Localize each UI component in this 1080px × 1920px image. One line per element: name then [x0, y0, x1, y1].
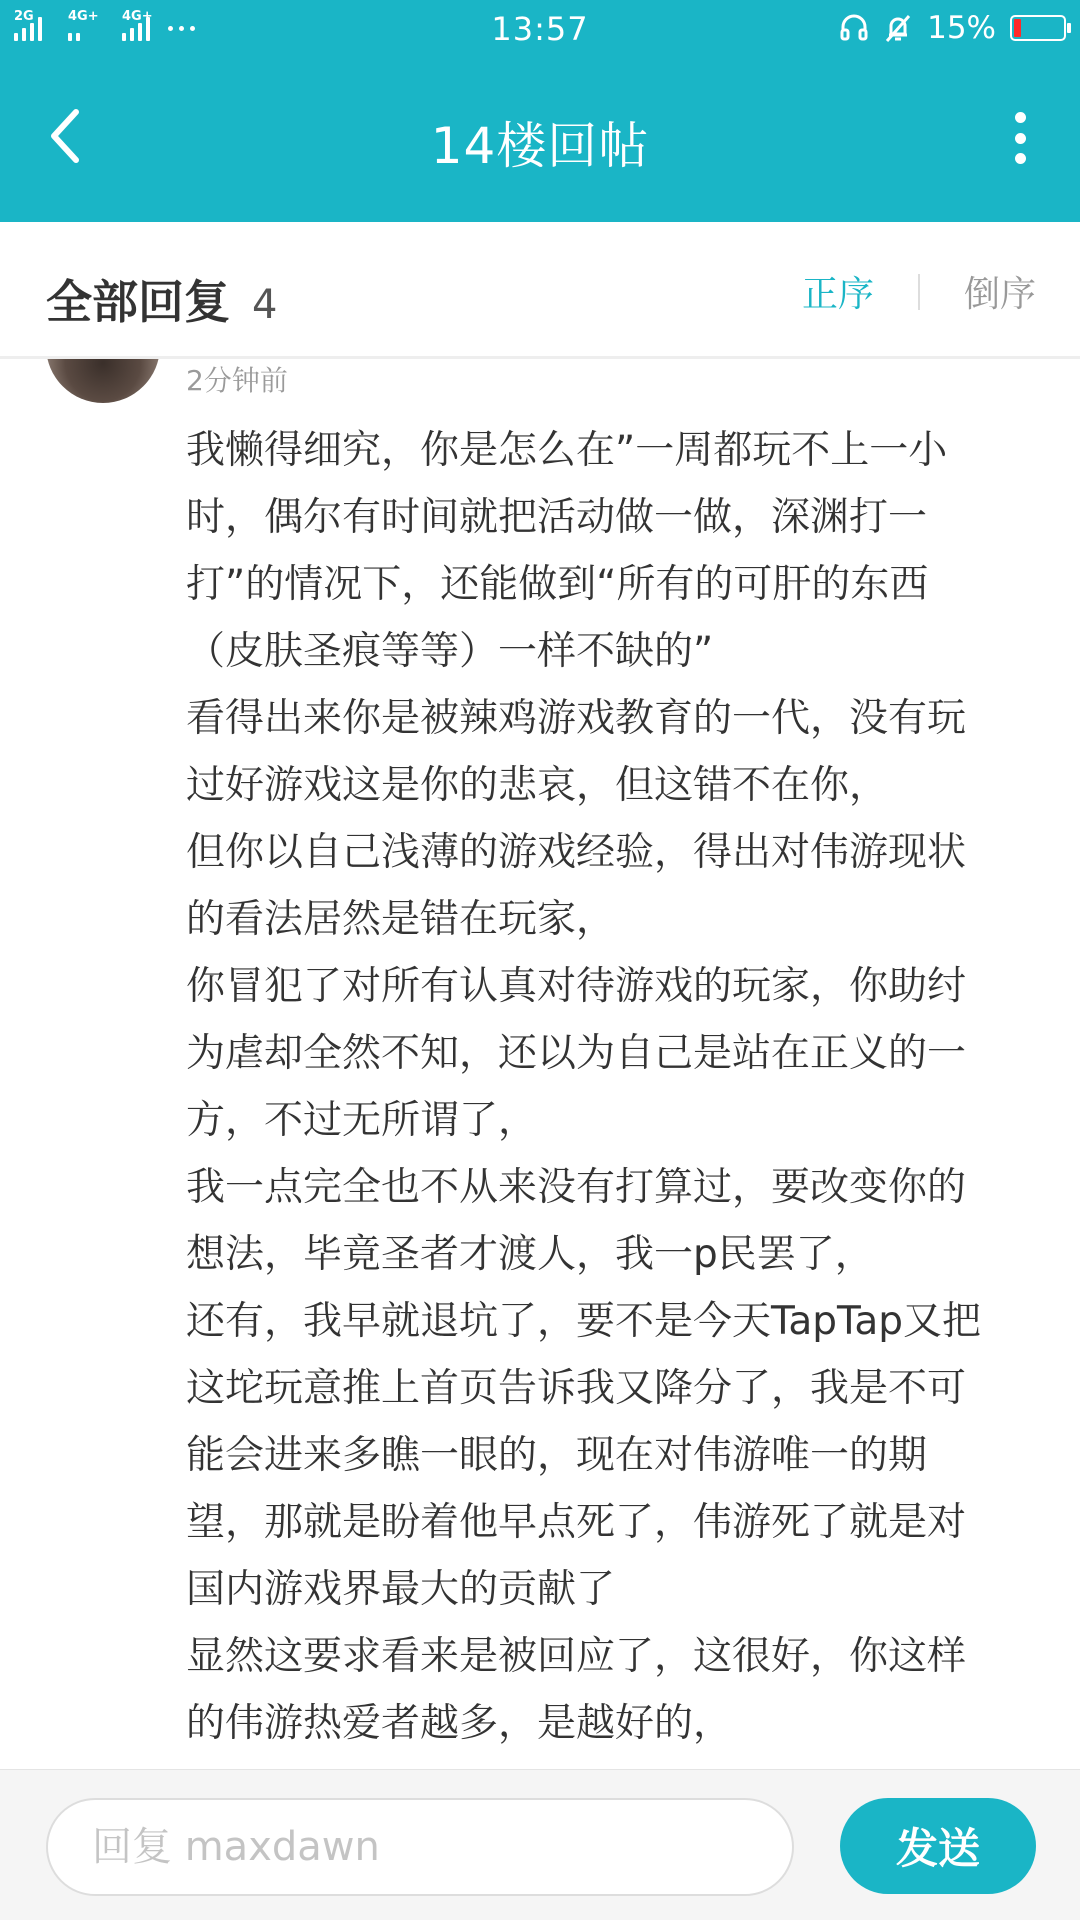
- reply-line: 我懒得细究，你是怎么在”一周都玩不上一小: [186, 428, 948, 473]
- reply-header: [0, 222, 1080, 359]
- reply-line: 时，偶尔有时间就把活动做一做，深渊打一: [186, 495, 928, 540]
- headset-icon: [839, 13, 869, 43]
- battery-percent: 15%: [927, 10, 996, 46]
- reply-line: 方，不过无所谓了，: [186, 1098, 538, 1143]
- reply-line: 还有，我早就退坑了，要不是今天TapTap又把: [186, 1299, 982, 1344]
- reply-input[interactable]: [46, 1798, 794, 1896]
- reply-line: 这坨玩意推上首页告诉我又降分了，我是不可: [186, 1366, 967, 1411]
- all-replies-heading: [46, 266, 277, 332]
- reply-line: 国内游戏界最大的贡献了: [186, 1567, 616, 1612]
- dot-icon: [1015, 112, 1026, 123]
- reply-line: （皮肤圣痕等等）一样不缺的”: [186, 629, 714, 674]
- avatar[interactable]: [46, 359, 160, 403]
- sort-divider: [918, 274, 920, 310]
- reply-list[interactable]: [0, 359, 1080, 1769]
- reply-count: 4: [252, 282, 278, 328]
- sort-toggle: [802, 266, 1036, 317]
- signal-label: 2G: [14, 9, 34, 24]
- reply-line: 过好游戏这是你的悲哀，但这错不在你，: [186, 763, 889, 808]
- all-replies-label: 全部回复: [46, 275, 230, 329]
- reply-line: 你冒犯了对所有认真对待游戏的玩家，你助纣: [186, 964, 967, 1009]
- reply-line: 的伟游热爱者越多，是越好的，: [186, 1701, 733, 1746]
- dot-icon: [1015, 153, 1026, 164]
- sort-ascending-button[interactable]: 正序: [801, 274, 874, 315]
- reply-line: 的看法居然是错在玩家，: [186, 897, 616, 942]
- reply-line: 显然这要求看来是被回应了，这很好，你这样: [186, 1634, 967, 1679]
- signal-label: 4G+: [122, 9, 153, 24]
- more-options-button[interactable]: [1000, 108, 1040, 168]
- reply-line: 我一点完全也不从来没有打算过，要改变你的: [186, 1165, 967, 1210]
- status-time: 13:57: [491, 10, 589, 48]
- reply-line: 但你以自己浅薄的游戏经验，得出对伟游现状: [186, 830, 967, 875]
- page-title: 14楼回帖: [430, 117, 650, 175]
- reply-line: 打”的情况下，还能做到“所有的可肝的东西: [186, 562, 929, 607]
- reply-body: [186, 417, 1036, 1757]
- bell-off-icon: [883, 13, 913, 43]
- reply-line: 望，那就是盼着他早点死了，伟游死了就是对: [186, 1500, 967, 1545]
- signal-label: 4G+: [68, 9, 99, 24]
- app-bar: [0, 56, 1080, 222]
- reply-timestamp: 2分钟前: [186, 364, 288, 397]
- battery-icon: [1010, 15, 1066, 41]
- reply-line: 为虐却全然不知，还以为自己是站在正义的一: [186, 1031, 967, 1076]
- sort-descending-button[interactable]: 倒序: [963, 274, 1036, 315]
- reply-line: 想法，毕竟圣者才渡人，我一p民罢了，: [186, 1232, 874, 1277]
- reply-line: 看得出来你是被辣鸡游戏教育的一代，没有玩: [186, 696, 967, 741]
- reply-line: 能会进来多瞧一眼的，现在对伟游唯一的期: [186, 1433, 928, 1478]
- send-button[interactable]: 发送: [840, 1798, 1036, 1894]
- battery-level: [1014, 19, 1021, 37]
- status-bar: [0, 0, 1080, 56]
- reply-bar: [0, 1769, 1080, 1920]
- status-right: [839, 8, 1066, 48]
- dot-icon: [1015, 133, 1026, 144]
